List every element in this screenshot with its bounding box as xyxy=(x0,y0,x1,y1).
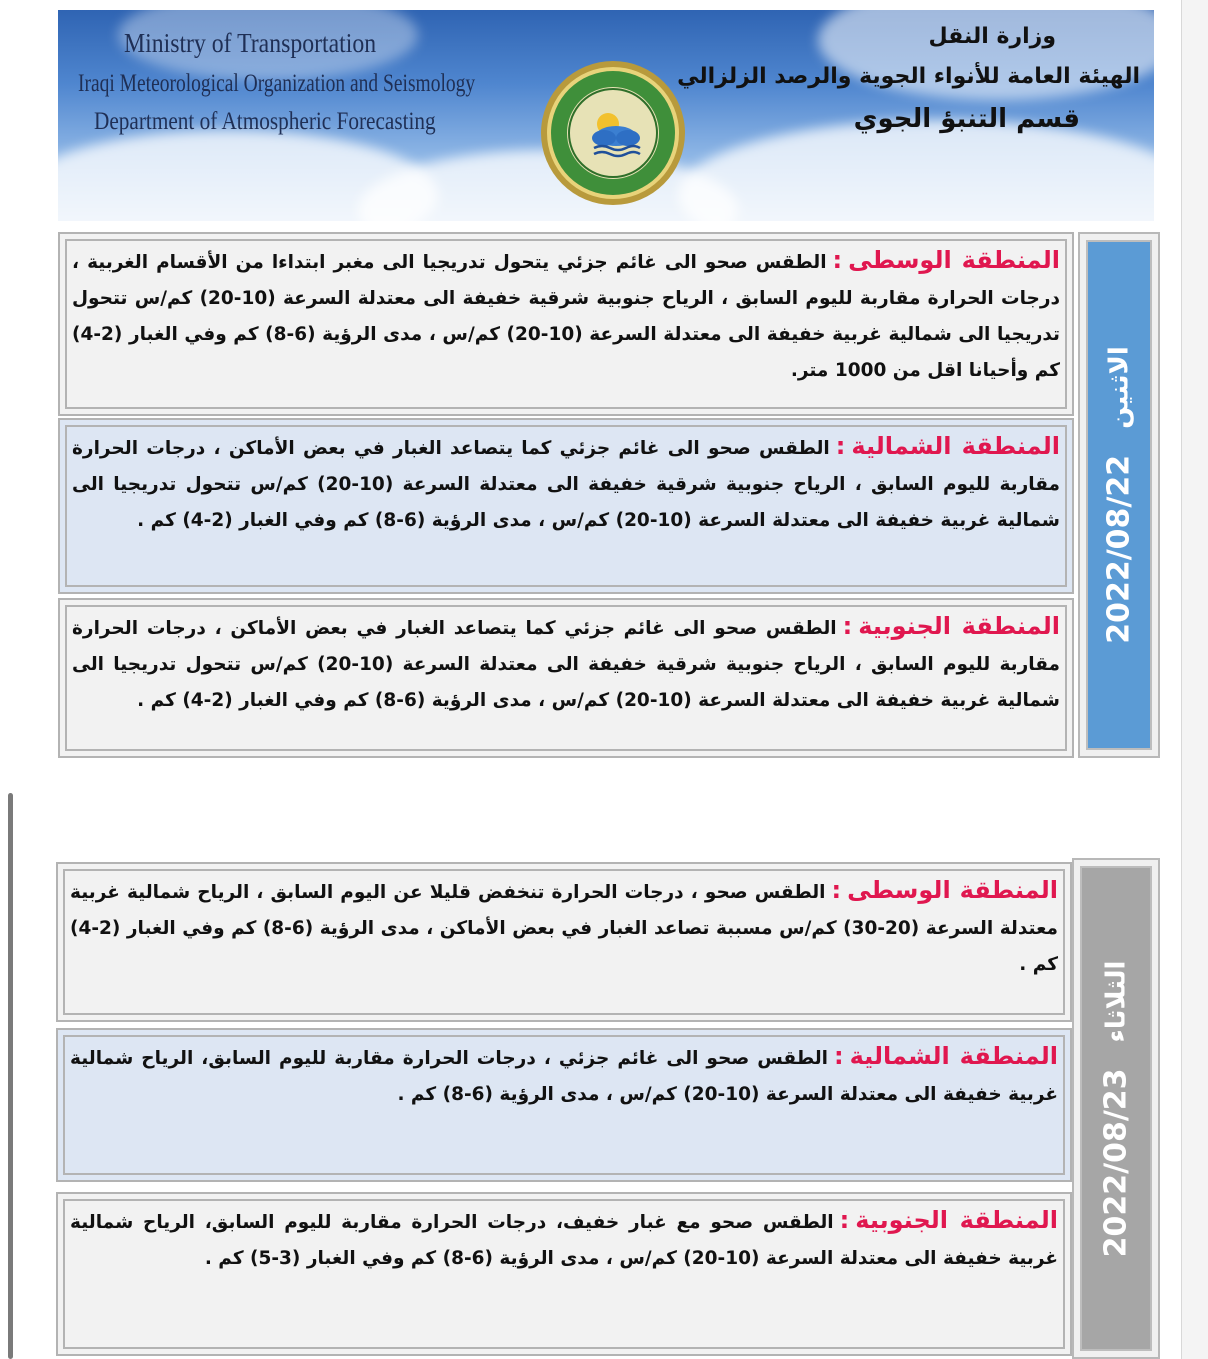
region-name: المنطقة الجنوبية xyxy=(855,1206,1058,1234)
page-edge xyxy=(1181,0,1208,1359)
forecast-region-central: المنطقة الوسطى:الطقس صحو ، درجات الحرارة تنخفض قليلا عن اليوم السابق ، الرياح شمالية غربية معتدلة السرعة (20-30) كم/س مسببة تصاعد الغبار في بعض الأماكن ، مدى الرؤية (6-8) كم وفي الغبار (2-4) كم . xyxy=(56,862,1072,1022)
date-panel xyxy=(1086,240,1152,750)
department-name-en: Department of Atmospheric Forecasting xyxy=(94,108,436,135)
header-banner xyxy=(58,10,1154,221)
date-text: 2022/08/23 xyxy=(1098,1067,1134,1257)
region-forecast-text: الطقس صحو الى غائم جزئي يتحول تدريجيا الى مغبر ابتداءا من الأقسام الغربية ، درجات الحرارة مقاربة لليوم السابق ، الرياح جنوبية شرقية خفيفة الى معتدلة السرعة (10-20) كم/س تتحول تدريجيا الى شمالية غربية خفيفة الى معتدلة السرعة (10-20) كم/س ، مدى الرؤية (6-8) كم وفي الغبار (2-4) كم وأحيانا اقل من 1000 متر. xyxy=(72,252,1061,381)
forecast-region-north: المنطقة الشمالية:الطقس صحو الى غائم جزئي كما يتصاعد الغبار في بعض الأماكن ، درجات الحرارة مقاربة لليوم السابق ، الرياح جنوبية شرقية خفيفة الى معتدلة السرعة (10-20) كم/س تتحول تدريجيا الى شمالية غربية خفيفة الى معتدلة السرعة (10-20) كم/س ، مدى الرؤية (6-8) كم وفي الغبار (2-4) كم . xyxy=(58,418,1074,594)
organization-name-ar: الهيئة العامة للأنواء الجوية والرصد الزلزالي xyxy=(677,64,1140,89)
region-name: المنطقة الوسطى xyxy=(847,876,1058,904)
organization-logo-icon xyxy=(538,58,688,208)
region-forecast-text: الطقس صحو الى غائم جزئي ، درجات الحرارة مقاربة لليوم السابق، الرياح شمالية غربية خفيفة الى معتدلة السرعة (10-20) كم/س ، مدى الرؤية (6-8) كم . xyxy=(70,1048,1058,1105)
date-text: 2022/08/22 xyxy=(1101,454,1137,644)
region-forecast-text: الطقس صحو الى غائم جزئي كما يتصاعد الغبار في بعض الأماكن ، درجات الحرارة مقاربة لليوم السابق ، الرياح جنوبية شرقية خفيفة الى معتدلة السرعة (10-20) كم/س تتحول تدريجيا الى شمالية غربية خفيفة الى معتدلة السرعة (10-20) كم/س ، مدى الرؤية (6-8) كم وفي الغبار (2-4) كم . xyxy=(72,438,1060,531)
weekday-text: الاثنين xyxy=(1104,346,1134,429)
forecast-region-south: المنطقة الجنوبية:الطقس صحو مع غبار خفيف، درجات الحرارة مقاربة لليوم السابق، الرياح شمالية غربية خفيفة الى معتدلة السرعة (10-20) كم/س ، مدى الرؤية (6-8) كم وفي الغبار (3-5) كم . xyxy=(56,1192,1072,1356)
department-name-ar: قسم التنبؤ الجوي xyxy=(853,104,1080,134)
scrollbar[interactable] xyxy=(8,793,13,1359)
organization-name-en: Iraqi Meteorological Organization and Seismology xyxy=(78,70,476,97)
region-name: المنطقة الشمالية xyxy=(851,432,1061,460)
day-label-1 xyxy=(1078,232,1160,758)
forecast-region-north: المنطقة الشمالية:الطقس صحو الى غائم جزئي ، درجات الحرارة مقاربة لليوم السابق، الرياح شمالية غربية خفيفة الى معتدلة السرعة (10-20) كم/س ، مدى الرؤية (6-8) كم . xyxy=(56,1028,1072,1182)
day-label-2 xyxy=(1072,858,1160,1359)
region-name: المنطقة الجنوبية xyxy=(858,612,1060,640)
region-name: المنطقة الشمالية xyxy=(849,1042,1059,1070)
date-panel xyxy=(1080,866,1152,1351)
weekday-text: الثلاثاء xyxy=(1101,960,1131,1042)
forecast-region-south: المنطقة الجنوبية:الطقس صحو الى غائم جزئي كما يتصاعد الغبار في بعض الأماكن ، درجات الحرارة مقاربة لليوم السابق ، الرياح جنوبية شرقية خفيفة الى معتدلة السرعة (10-20) كم/س تتحول تدريجيا الى شمالية غربية خفيفة الى معتدلة السرعة (10-20) كم/س ، مدى الرؤية (6-8) كم وفي الغبار (2-4) كم . xyxy=(58,598,1074,758)
forecast-region-central: المنطقة الوسطى:الطقس صحو الى غائم جزئي يتحول تدريجيا الى مغبر ابتداءا من الأقسام الغربية ، درجات الحرارة مقاربة لليوم السابق ، الرياح جنوبية شرقية خفيفة الى معتدلة السرعة (10-20) كم/س تتحول تدريجيا الى شمالية غربية خفيفة الى معتدلة السرعة (10-20) كم/س ، مدى الرؤية (6-8) كم وفي الغبار (2-4) كم وأحيانا اقل من 1000 متر. xyxy=(58,232,1074,416)
ministry-name-en: Ministry of Transportation xyxy=(124,28,377,58)
region-forecast-text: الطقس صحو الى غائم جزئي كما يتصاعد الغبار في بعض الأماكن ، درجات الحرارة مقاربة لليوم السابق ، الرياح جنوبية شرقية خفيفة الى معتدلة السرعة (10-20) كم/س تتحول تدريجيا الى شمالية غربية خفيفة الى معتدلة السرعة (10-20) كم/س ، مدى الرؤية (6-8) كم وفي الغبار (2-4) كم . xyxy=(72,618,1060,711)
region-forecast-text: الطقس صحو مع غبار خفيف، درجات الحرارة مقاربة لليوم السابق، الرياح شمالية غربية خفيفة الى معتدلة السرعة (10-20) كم/س ، مدى الرؤية (6-8) كم وفي الغبار (3-5) كم . xyxy=(70,1212,1058,1269)
region-name: المنطقة الوسطى xyxy=(848,246,1060,274)
ministry-name-ar: وزارة النقل xyxy=(928,24,1056,49)
region-forecast-text: الطقس صحو ، درجات الحرارة تنخفض قليلا عن اليوم السابق ، الرياح شمالية غربية معتدلة السرعة (20-30) كم/س مسببة تصاعد الغبار في بعض الأماكن ، مدى الرؤية (6-8) كم وفي الغبار (2-4) كم . xyxy=(70,882,1058,975)
